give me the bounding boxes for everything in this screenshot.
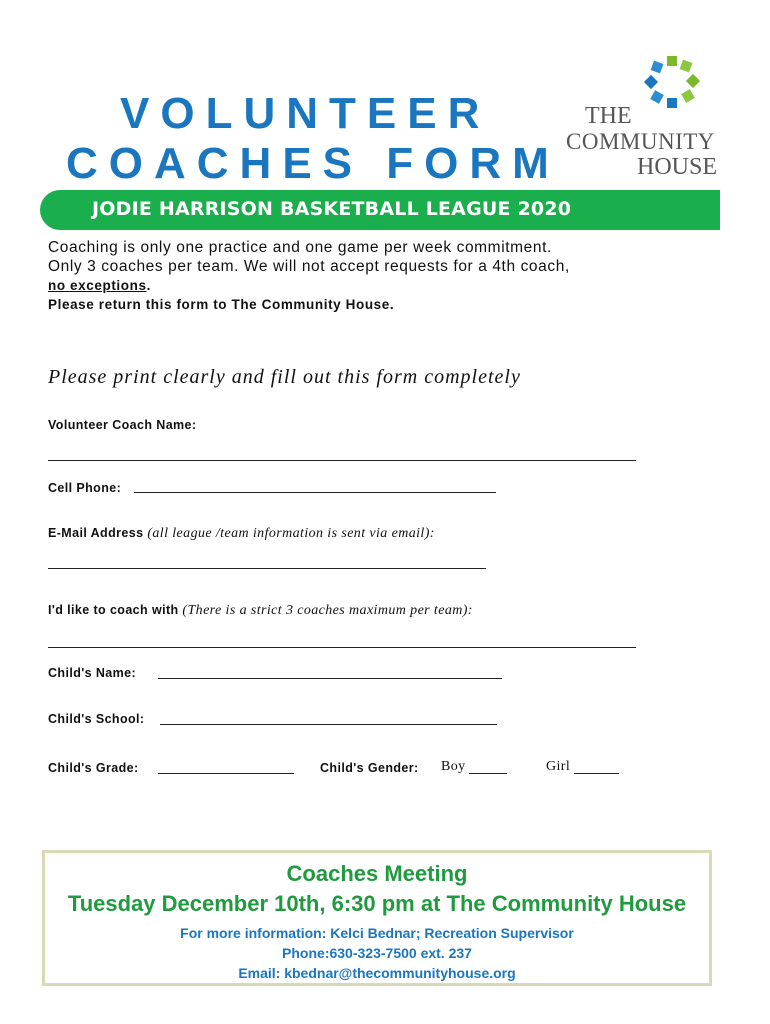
child-grade-label: Child's Grade: <box>48 761 139 775</box>
email-field[interactable] <box>48 568 486 569</box>
girl-field[interactable] <box>574 773 619 774</box>
meeting-phone: Phone:630-323-7500 ext. 237 <box>282 945 472 961</box>
girl-label: Girl <box>546 759 571 774</box>
form-instruction: Please print clearly and fill out this form completely <box>48 366 521 388</box>
logo-text-community: COMMUNITY <box>566 129 715 154</box>
intro-line4: Please return this form to The Community House. <box>48 297 395 312</box>
league-banner <box>40 190 720 230</box>
child-gender-label: Child's Gender: <box>320 761 419 775</box>
meeting-info-line: For more information: Kelci Bednar; Recreation Supervisor <box>180 925 574 941</box>
boy-label: Boy <box>441 759 466 774</box>
logo-text-house: HOUSE <box>637 154 718 180</box>
child-name-label: Child's Name: <box>48 666 137 680</box>
league-banner-text: JODIE HARRISON BASKETBALL LEAGUE 2020 <box>92 198 572 220</box>
child-school-label: Child's School: <box>48 712 145 726</box>
child-name-field[interactable] <box>158 678 502 679</box>
meeting-email[interactable]: Email: kbednar@thecommunityhouse.org <box>238 965 516 981</box>
intro-text <box>48 238 570 314</box>
meeting-title: Coaches Meeting <box>286 861 468 886</box>
intro-line3 <box>48 276 570 295</box>
no-exceptions-text: no exceptions <box>48 278 147 293</box>
boy-field[interactable] <box>469 773 507 774</box>
child-school-field[interactable] <box>160 724 497 725</box>
cell-phone-label: Cell Phone: <box>48 481 122 495</box>
cell-phone-field[interactable] <box>134 492 496 493</box>
meeting-contact <box>45 923 709 983</box>
form-title-line2: COACHES FORM <box>66 139 560 188</box>
form-title-line1: VOLUNTEER <box>120 89 491 138</box>
intro-line1: Coaching is only one practice and one game per week commitment. <box>48 239 552 256</box>
email-label-text: E-Mail Address <box>48 526 144 540</box>
coach-with-label <box>48 603 473 619</box>
coach-name-label: Volunteer Coach Name: <box>48 418 197 432</box>
email-note: (all league /team information is sent via email): <box>147 526 435 541</box>
coach-with-note: (There is a strict 3 coaches maximum per team): <box>182 603 473 618</box>
coach-name-field[interactable] <box>48 460 636 461</box>
coach-with-label-text: I'd like to coach with <box>48 603 179 617</box>
coach-with-field[interactable] <box>48 647 636 648</box>
intro-line2: Only 3 coaches per team. We will not accept requests for a 4th coach, <box>48 258 570 275</box>
meeting-info-box <box>42 850 712 986</box>
logo-text-the: THE <box>585 103 632 129</box>
meeting-when: Tuesday December 10th, 6:30 pm at The Community House <box>67 891 687 916</box>
intro-line3-end: . <box>146 278 151 293</box>
child-grade-field[interactable] <box>158 773 294 774</box>
email-label <box>48 526 435 542</box>
